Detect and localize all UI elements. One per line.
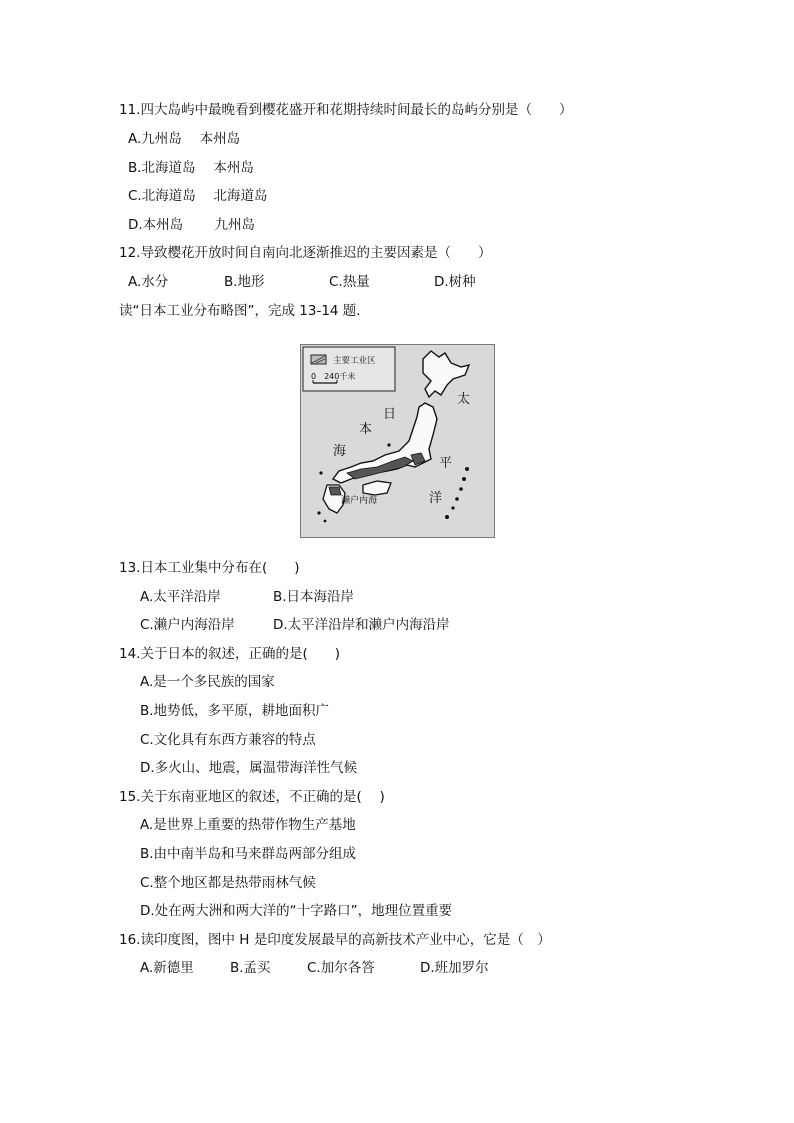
q14-option-b: B.地势低，多平原，耕地面积广 [140, 703, 330, 719]
q16-option-d: D.班加罗尔 [420, 960, 489, 976]
label-sea-ri: 日 [383, 407, 397, 422]
q15-option-a: A.是世界上重要的热带作物生产基地 [140, 817, 356, 833]
q13-option-d: D.太平洋沿岸和濑户内海沿岸 [273, 617, 450, 633]
q12-option-c: C.热量 [329, 274, 370, 290]
shikoku-island [363, 481, 391, 495]
scale-label: 0 240千米 [311, 372, 356, 381]
label-sea-hai: 海 [333, 444, 347, 459]
q13-option-b: B.日本海沿岸 [273, 589, 355, 605]
map-intro: 读“日本工业分布略图”，完成 13-14 题. [119, 303, 361, 319]
q11-option-c: C.北海道岛 北海道岛 [128, 188, 268, 204]
q11-option-b: B.北海道岛 本州岛 [128, 160, 254, 176]
q11-option-d: D.本州岛 九州岛 [128, 217, 255, 233]
legend-label: 主要工业区 [333, 356, 376, 366]
hokkaido-island [423, 351, 469, 397]
q16-option-b: B.孟买 [230, 960, 271, 976]
industrial-zone-kyushu [329, 487, 341, 495]
japan-industry-map [300, 344, 495, 538]
q14-option-d: D.多火山、地震，属温带海洋性气候 [140, 760, 358, 776]
q15-option-d: D.处在两大洲和两大洋的“十字路口”，地理位置重要 [140, 903, 453, 919]
q13-option-c: C.濑户内海沿岸 [140, 617, 235, 633]
q12-option-a: A.水分 [128, 274, 169, 290]
label-ocean-tai: 太 [457, 392, 471, 407]
q12-option-d: D.树种 [434, 274, 476, 290]
q13-option-a: A.太平洋沿岸 [140, 589, 221, 605]
q16-option-c: C.加尔各答 [307, 960, 375, 976]
q16-option-a: A.新德里 [140, 960, 194, 976]
q11-option-a: A.九州岛 本州岛 [128, 131, 241, 147]
q15-option-b: B.由中南半岛和马来群岛两部分组成 [140, 846, 357, 862]
q14-option-a: A.是一个多民族的国家 [140, 674, 275, 690]
label-sea-ben: 本 [359, 422, 373, 437]
q13-stem: 13.日本工业集中分布在( ) [119, 560, 300, 576]
q12-stem: 12.导致樱花开放时间自南向北逐渐推迟的主要因素是（ ） [119, 245, 492, 261]
q14-stem: 14.关于日本的叙述，正确的是( ) [119, 646, 341, 662]
label-ocean-ping: 平 [439, 456, 453, 471]
q14-option-c: C.文化具有东西方兼容的特点 [140, 732, 316, 748]
label-inland-sea: 濑户内海 [341, 496, 378, 506]
q11-stem: 11.四大岛屿中最晚看到樱花盛开和花期持续时间最长的岛屿分别是（ ） [119, 102, 573, 118]
q15-option-c: C.整个地区都是热带雨林气候 [140, 875, 316, 891]
q16-stem: 16.读印度图，图中 H 是印度发展最早的高新技术产业中心，它是（ ） [119, 932, 551, 948]
q12-option-b: B.地形 [224, 274, 265, 290]
q15-stem: 15.关于东南亚地区的叙述，不正确的是( ) [119, 789, 385, 805]
label-ocean-yang: 洋 [429, 491, 443, 506]
